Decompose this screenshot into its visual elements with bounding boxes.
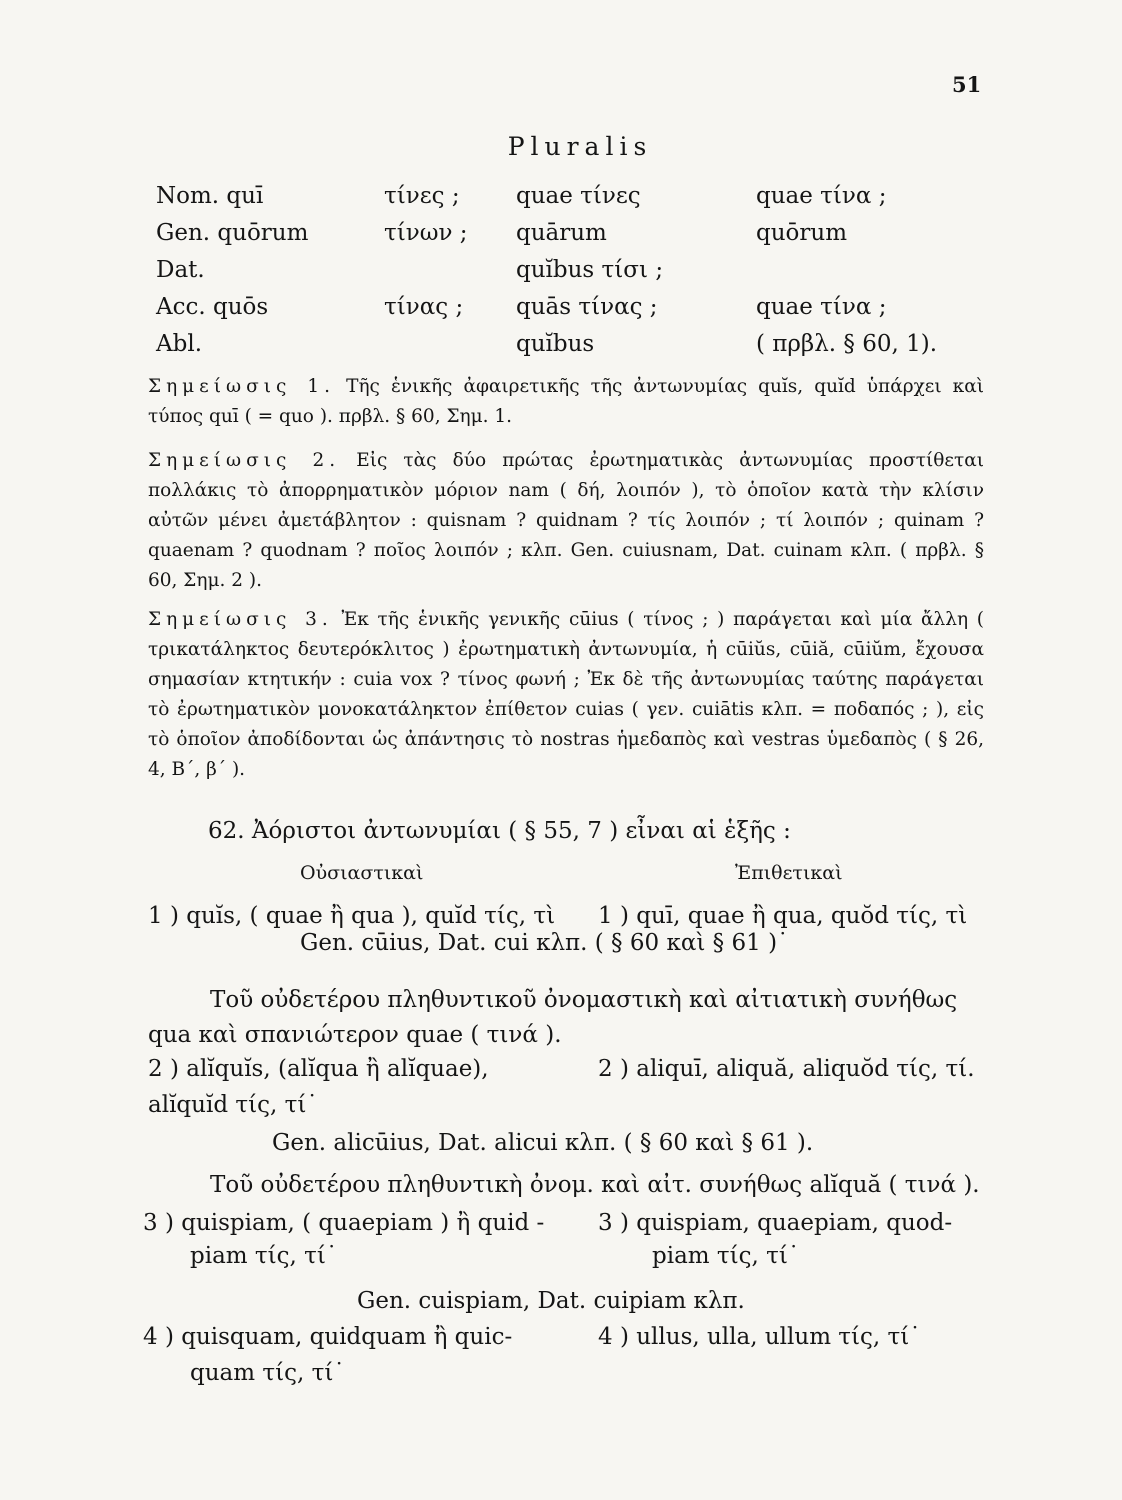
row-label: Nom. quī: [156, 183, 264, 209]
entry-3-right: 3 ) quispiam, quaepiam, quod-: [598, 1210, 953, 1236]
entry-2-left: 2 ) alĭquĭs, (alĭqua ἢ alĭquae),: [148, 1056, 489, 1082]
page-number: 51: [952, 72, 982, 97]
entry-1-note-cont: qua καὶ σπανιώτερον quae ( τινά ).: [148, 1022, 562, 1048]
table-row: [156, 178, 956, 215]
entry-2-genitive: Gen. alicūius, Dat. alicui κλπ. ( § 60 καὶ § 61 ).: [272, 1130, 814, 1156]
entry-3-right-cont: piam τίς, τί˙: [652, 1243, 800, 1269]
note-label: Σημείωσις 1.: [148, 376, 336, 397]
row-label: Abl.: [156, 331, 202, 357]
entry-3-left: 3 ) quispiam, ( quaepiam ) ἢ quid -: [143, 1210, 545, 1236]
table-cell: quās τίνας ;: [516, 294, 658, 320]
table-cell: quae τίνες: [516, 183, 641, 209]
entry-1-left: 1 ) quĭs, ( quae ἢ qua ), quĭd τίς, τὶ: [148, 903, 556, 929]
note-1: [148, 372, 984, 432]
table-row: [156, 252, 956, 289]
entry-4-left: 4 ) quisquam, quidquam ἢ quic-: [143, 1324, 513, 1350]
table-cell: quĭbus: [516, 331, 595, 357]
table-cell: quae τίνα ;: [756, 183, 887, 209]
column-header-left: Οὐσιαστικαὶ: [300, 862, 424, 884]
table-cell: τίνες ;: [384, 183, 460, 209]
note-3: [148, 605, 984, 785]
table-row: [156, 215, 956, 252]
page-title: Pluralis: [507, 132, 653, 161]
entry-1-right: 1 ) quī, quae ἢ qua, quŏd τίς, τὶ: [598, 903, 968, 929]
table-row: [156, 289, 956, 326]
note-text: Εἰς τὰς δύο πρώτας ἐρωτηματικὰς ἀντωνυμίας προστίθεται πολλάκις τὸ ἀπορρηματικὸν μόριον nam ( δή, λοιπόν ), τὸ ὁποῖον κατὰ τὴν κλίσιν αὐτῶν μένει ἀμετάβλητον : quisnam ? quidnam ? τίς λοιπόν ; τί λοιπόν ; quinam ? quaenam ? quodnam ? ποῖος λοιπόν ; κλπ. Gen. cuiusnam, Dat. cuinam κλπ. ( πρβλ. § 60, Σημ. 2 ).: [148, 450, 984, 591]
table-cell: τίνων ;: [384, 220, 468, 246]
section-title: 62. Ἀόριστοι ἀντωνυμίαι ( § 55, 7 ) εἶναι αἱ ἑξῆς :: [208, 818, 791, 844]
row-label: Acc. quōs: [156, 294, 269, 320]
entry-2-note: Τοῦ οὐδετέρου πληθυντικὴ ὀνομ. καὶ αἰτ. συνήθως alĭquă ( τινά ).: [210, 1172, 980, 1198]
row-label: Dat.: [156, 257, 205, 283]
note-text: Τῆς ἑνικῆς ἀφαιρετικῆς τῆς ἀντωνυμίας quĭs, quĭd ὑπάρχει καὶ τύπος quī ( = quo ). πρβλ. § 60, Σημ. 1.: [148, 376, 984, 427]
entry-2-right: 2 ) aliquī, aliquă, aliquŏd τίς, τί.: [598, 1056, 975, 1082]
entry-2-left-cont: alĭquĭd τίς, τί˙: [148, 1092, 318, 1118]
row-label: Gen. quōrum: [156, 220, 309, 246]
entry-3-left-cont: piam τίς, τί˙: [190, 1243, 338, 1269]
column-header-right: Ἐπιθετικαὶ: [735, 862, 843, 884]
note-label: Σημείωσις 2.: [148, 450, 341, 471]
entry-1-genitive: Gen. cūius, Dat. cui κλπ. ( § 60 καὶ § 61 )˙: [300, 930, 789, 956]
entry-4-right: 4 ) ullus, ulla, ullum τίς, τί˙: [598, 1324, 921, 1350]
entry-1-note: Τοῦ οὐδετέρου πληθυντικοῦ ὀνομαστικὴ καὶ αἰτιατικὴ συνήθως: [210, 987, 958, 1013]
table-row: [156, 326, 956, 363]
entry-4-left-cont: quam τίς, τί˙: [190, 1360, 345, 1386]
table-cell: τίνας ;: [384, 294, 464, 320]
table-cell: ( πρβλ. § 60, 1).: [756, 331, 938, 357]
table-cell: quae τίνα ;: [756, 294, 887, 320]
entry-3-genitive: Gen. cuispiam, Dat. cuipiam κλπ.: [357, 1288, 745, 1314]
note-text: Ἐκ τῆς ἑνικῆς γενικῆς cūius ( τίνος ; ) παράγεται καὶ μία ἄλλη ( τρικατάληκτος δευτερόκλιτος ) ἐρωτηματικὴ ἀντωνυμία, ἡ cūiŭs, cūiă, cūiŭm, ἔχουσα σημασίαν κτητικήν : cuia vox ? τίνος φωνή ; Ἐκ δὲ τῆς ἀντωνυμίας ταύτης παράγεται τὸ ἐρωτηματικὸν μονοκατάληκτον ἐπίθετον cuias ( γεν. cuiātis κλπ. = ποδαπός ; ), εἰς τὸ ὁποῖον ἀποδίδονται ὡς ἀπάντησις τὸ nostras ἡμεδαπὸς καὶ vestras ὑμεδαπὸς ( § 26, 4, Β΄, β΄ ).: [148, 609, 984, 780]
table-cell: quĭbus τίσι ;: [516, 257, 664, 283]
table-cell: quōrum: [756, 220, 848, 246]
table-cell: quārum: [516, 220, 607, 246]
note-2: [148, 446, 984, 596]
note-label: Σημείωσις 3.: [148, 609, 333, 630]
pluralis-table: [156, 178, 956, 363]
